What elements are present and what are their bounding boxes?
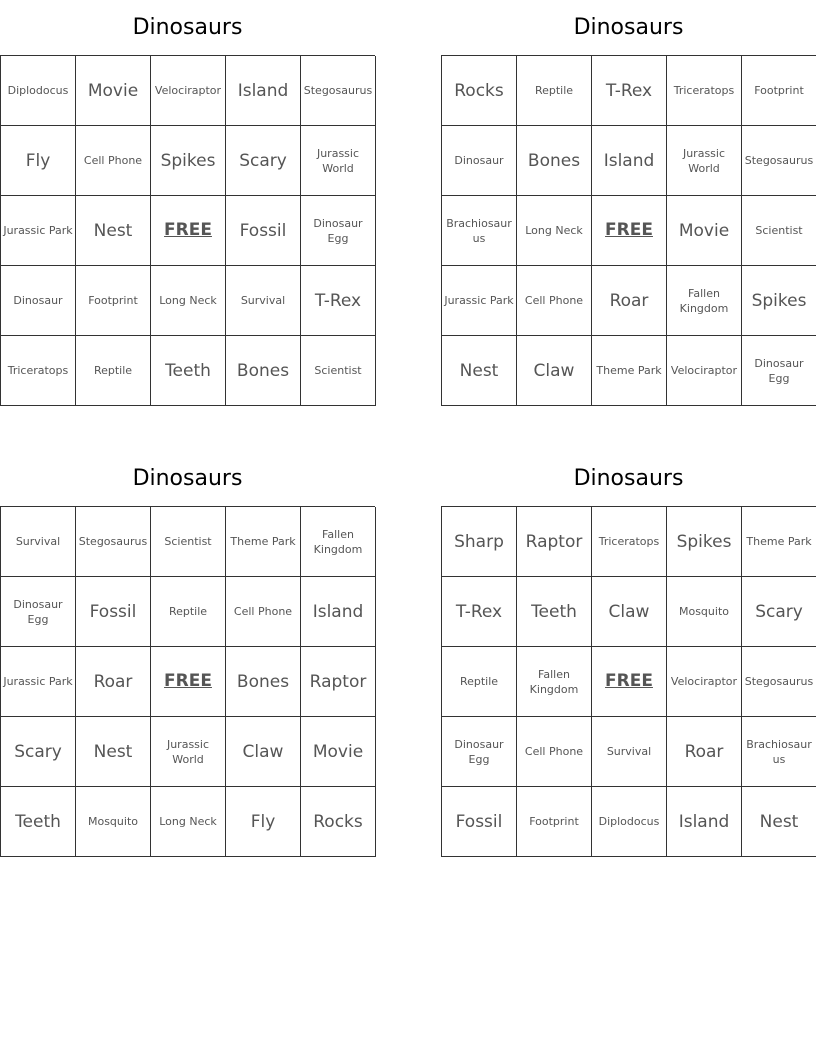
bingo-cell: Island bbox=[592, 126, 667, 196]
bingo-cell: Cell Phone bbox=[517, 266, 592, 336]
bingo-cell: Cell Phone bbox=[226, 577, 301, 647]
bingo-cell: Jurassic World bbox=[151, 717, 226, 787]
bingo-cell: Fly bbox=[1, 126, 76, 196]
bingo-cell: Stegosaurus bbox=[76, 507, 151, 577]
bingo-cell: Teeth bbox=[517, 577, 592, 647]
bingo-cell: Footprint bbox=[742, 56, 816, 126]
bingo-cell: Raptor bbox=[517, 507, 592, 577]
bingo-cell: Dinosaur Egg bbox=[1, 577, 76, 647]
bingo-cell: Jurassic Park bbox=[442, 266, 517, 336]
bingo-cell: Island bbox=[667, 787, 742, 857]
bingo-cell: Jurassic Park bbox=[1, 647, 76, 717]
bingo-cell: Spikes bbox=[667, 507, 742, 577]
bingo-cell: T-Rex bbox=[301, 266, 376, 336]
bingo-cell: Mosquito bbox=[667, 577, 742, 647]
bingo-cell: Fallen Kingdom bbox=[517, 647, 592, 717]
bingo-cell: Survival bbox=[226, 266, 301, 336]
bingo-cell: Reptile bbox=[442, 647, 517, 717]
bingo-cell: Long Neck bbox=[151, 787, 226, 857]
bingo-cell: Diplodocus bbox=[592, 787, 667, 857]
bingo-cell: Velociraptor bbox=[667, 647, 742, 717]
bingo-cell: Mosquito bbox=[76, 787, 151, 857]
bingo-cell: Velociraptor bbox=[667, 336, 742, 406]
bingo-cell: Triceratops bbox=[1, 336, 76, 406]
card-title: Dinosaurs bbox=[132, 15, 243, 40]
card-title: Dinosaurs bbox=[573, 466, 684, 491]
bingo-cell: Sharp bbox=[442, 507, 517, 577]
free-space-cell: FREE bbox=[151, 647, 226, 717]
bingo-cell: Cell Phone bbox=[76, 126, 151, 196]
bingo-cell: Fossil bbox=[442, 787, 517, 857]
bingo-cell: Teeth bbox=[151, 336, 226, 406]
bingo-cell: Scientist bbox=[151, 507, 226, 577]
bingo-cell: Island bbox=[226, 56, 301, 126]
bingo-cell: Jurassic World bbox=[667, 126, 742, 196]
bingo-cell: Nest bbox=[76, 196, 151, 266]
bingo-cell: Jurassic World bbox=[301, 126, 376, 196]
bingo-cell: Fallen Kingdom bbox=[667, 266, 742, 336]
bingo-cell: Dinosaur bbox=[442, 126, 517, 196]
bingo-cell: Diplodocus bbox=[1, 56, 76, 126]
bingo-cell: Scientist bbox=[742, 196, 816, 266]
bingo-cell: Scientist bbox=[301, 336, 376, 406]
bingo-cell: Footprint bbox=[517, 787, 592, 857]
bingo-cell: Movie bbox=[667, 196, 742, 266]
bingo-cell: Reptile bbox=[151, 577, 226, 647]
bingo-cell: Nest bbox=[442, 336, 517, 406]
free-space-cell: FREE bbox=[592, 647, 667, 717]
free-space-cell: FREE bbox=[151, 196, 226, 266]
bingo-cell: Nest bbox=[76, 717, 151, 787]
bingo-cell: Fly bbox=[226, 787, 301, 857]
bingo-cell: Reptile bbox=[517, 56, 592, 126]
bingo-grid bbox=[441, 506, 816, 857]
bingo-cell: Rocks bbox=[442, 56, 517, 126]
bingo-cell: Theme Park bbox=[742, 507, 816, 577]
bingo-cell: Spikes bbox=[151, 126, 226, 196]
bingo-cell: T-Rex bbox=[442, 577, 517, 647]
bingo-cell: Spikes bbox=[742, 266, 816, 336]
bingo-cell: T-Rex bbox=[592, 56, 667, 126]
bingo-cell: Cell Phone bbox=[517, 717, 592, 787]
bingo-grid bbox=[0, 55, 375, 406]
bingo-cell: Footprint bbox=[76, 266, 151, 336]
bingo-cell: Raptor bbox=[301, 647, 376, 717]
bingo-cell: Stegosaurus bbox=[742, 126, 816, 196]
bingo-cell: Dinosaur Egg bbox=[301, 196, 376, 266]
bingo-cell: Long Neck bbox=[151, 266, 226, 336]
bingo-cell: Movie bbox=[301, 717, 376, 787]
bingo-cell: Dinosaur bbox=[1, 266, 76, 336]
bingo-card-2 bbox=[441, 0, 816, 406]
bingo-cell: Survival bbox=[592, 717, 667, 787]
bingo-cell: Fossil bbox=[76, 577, 151, 647]
card-title: Dinosaurs bbox=[573, 15, 684, 40]
bingo-cell: Movie bbox=[76, 56, 151, 126]
bingo-cell: Dinosaur Egg bbox=[442, 717, 517, 787]
bingo-cell: Velociraptor bbox=[151, 56, 226, 126]
bingo-cell: Scary bbox=[742, 577, 816, 647]
bingo-cell: Reptile bbox=[76, 336, 151, 406]
bingo-cell: Long Neck bbox=[517, 196, 592, 266]
bingo-cell: Stegosaurus bbox=[742, 647, 816, 717]
bingo-cell: Rocks bbox=[301, 787, 376, 857]
bingo-cell: Theme Park bbox=[226, 507, 301, 577]
bingo-card-1 bbox=[0, 0, 375, 406]
bingo-cell: Island bbox=[301, 577, 376, 647]
bingo-cell: Teeth bbox=[1, 787, 76, 857]
bingo-cell: Dinosaur Egg bbox=[742, 336, 816, 406]
bingo-cell: Brachiosaur us bbox=[742, 717, 816, 787]
bingo-cell: Triceratops bbox=[667, 56, 742, 126]
bingo-cell: Fossil bbox=[226, 196, 301, 266]
bingo-cell: Jurassic Park bbox=[1, 196, 76, 266]
bingo-cell: Stegosaurus bbox=[301, 56, 376, 126]
bingo-cell: Roar bbox=[667, 717, 742, 787]
bingo-cell: Survival bbox=[1, 507, 76, 577]
bingo-cell: Nest bbox=[742, 787, 816, 857]
card-title: Dinosaurs bbox=[132, 466, 243, 491]
bingo-cell: Bones bbox=[226, 336, 301, 406]
bingo-cell: Claw bbox=[592, 577, 667, 647]
bingo-cell: Brachiosaur us bbox=[442, 196, 517, 266]
bingo-cell: Theme Park bbox=[592, 336, 667, 406]
bingo-cell: Scary bbox=[1, 717, 76, 787]
bingo-card-3 bbox=[0, 451, 375, 857]
bingo-cell: Scary bbox=[226, 126, 301, 196]
bingo-grid bbox=[0, 506, 375, 857]
bingo-cell: Roar bbox=[592, 266, 667, 336]
bingo-cell: Claw bbox=[226, 717, 301, 787]
bingo-cell: Claw bbox=[517, 336, 592, 406]
bingo-cell: Roar bbox=[76, 647, 151, 717]
free-space-cell: FREE bbox=[592, 196, 667, 266]
bingo-card-4 bbox=[441, 451, 816, 857]
bingo-cell: Triceratops bbox=[592, 507, 667, 577]
bingo-cell: Bones bbox=[226, 647, 301, 717]
bingo-grid bbox=[441, 55, 816, 406]
bingo-cell: Bones bbox=[517, 126, 592, 196]
bingo-cell: Fallen Kingdom bbox=[301, 507, 376, 577]
